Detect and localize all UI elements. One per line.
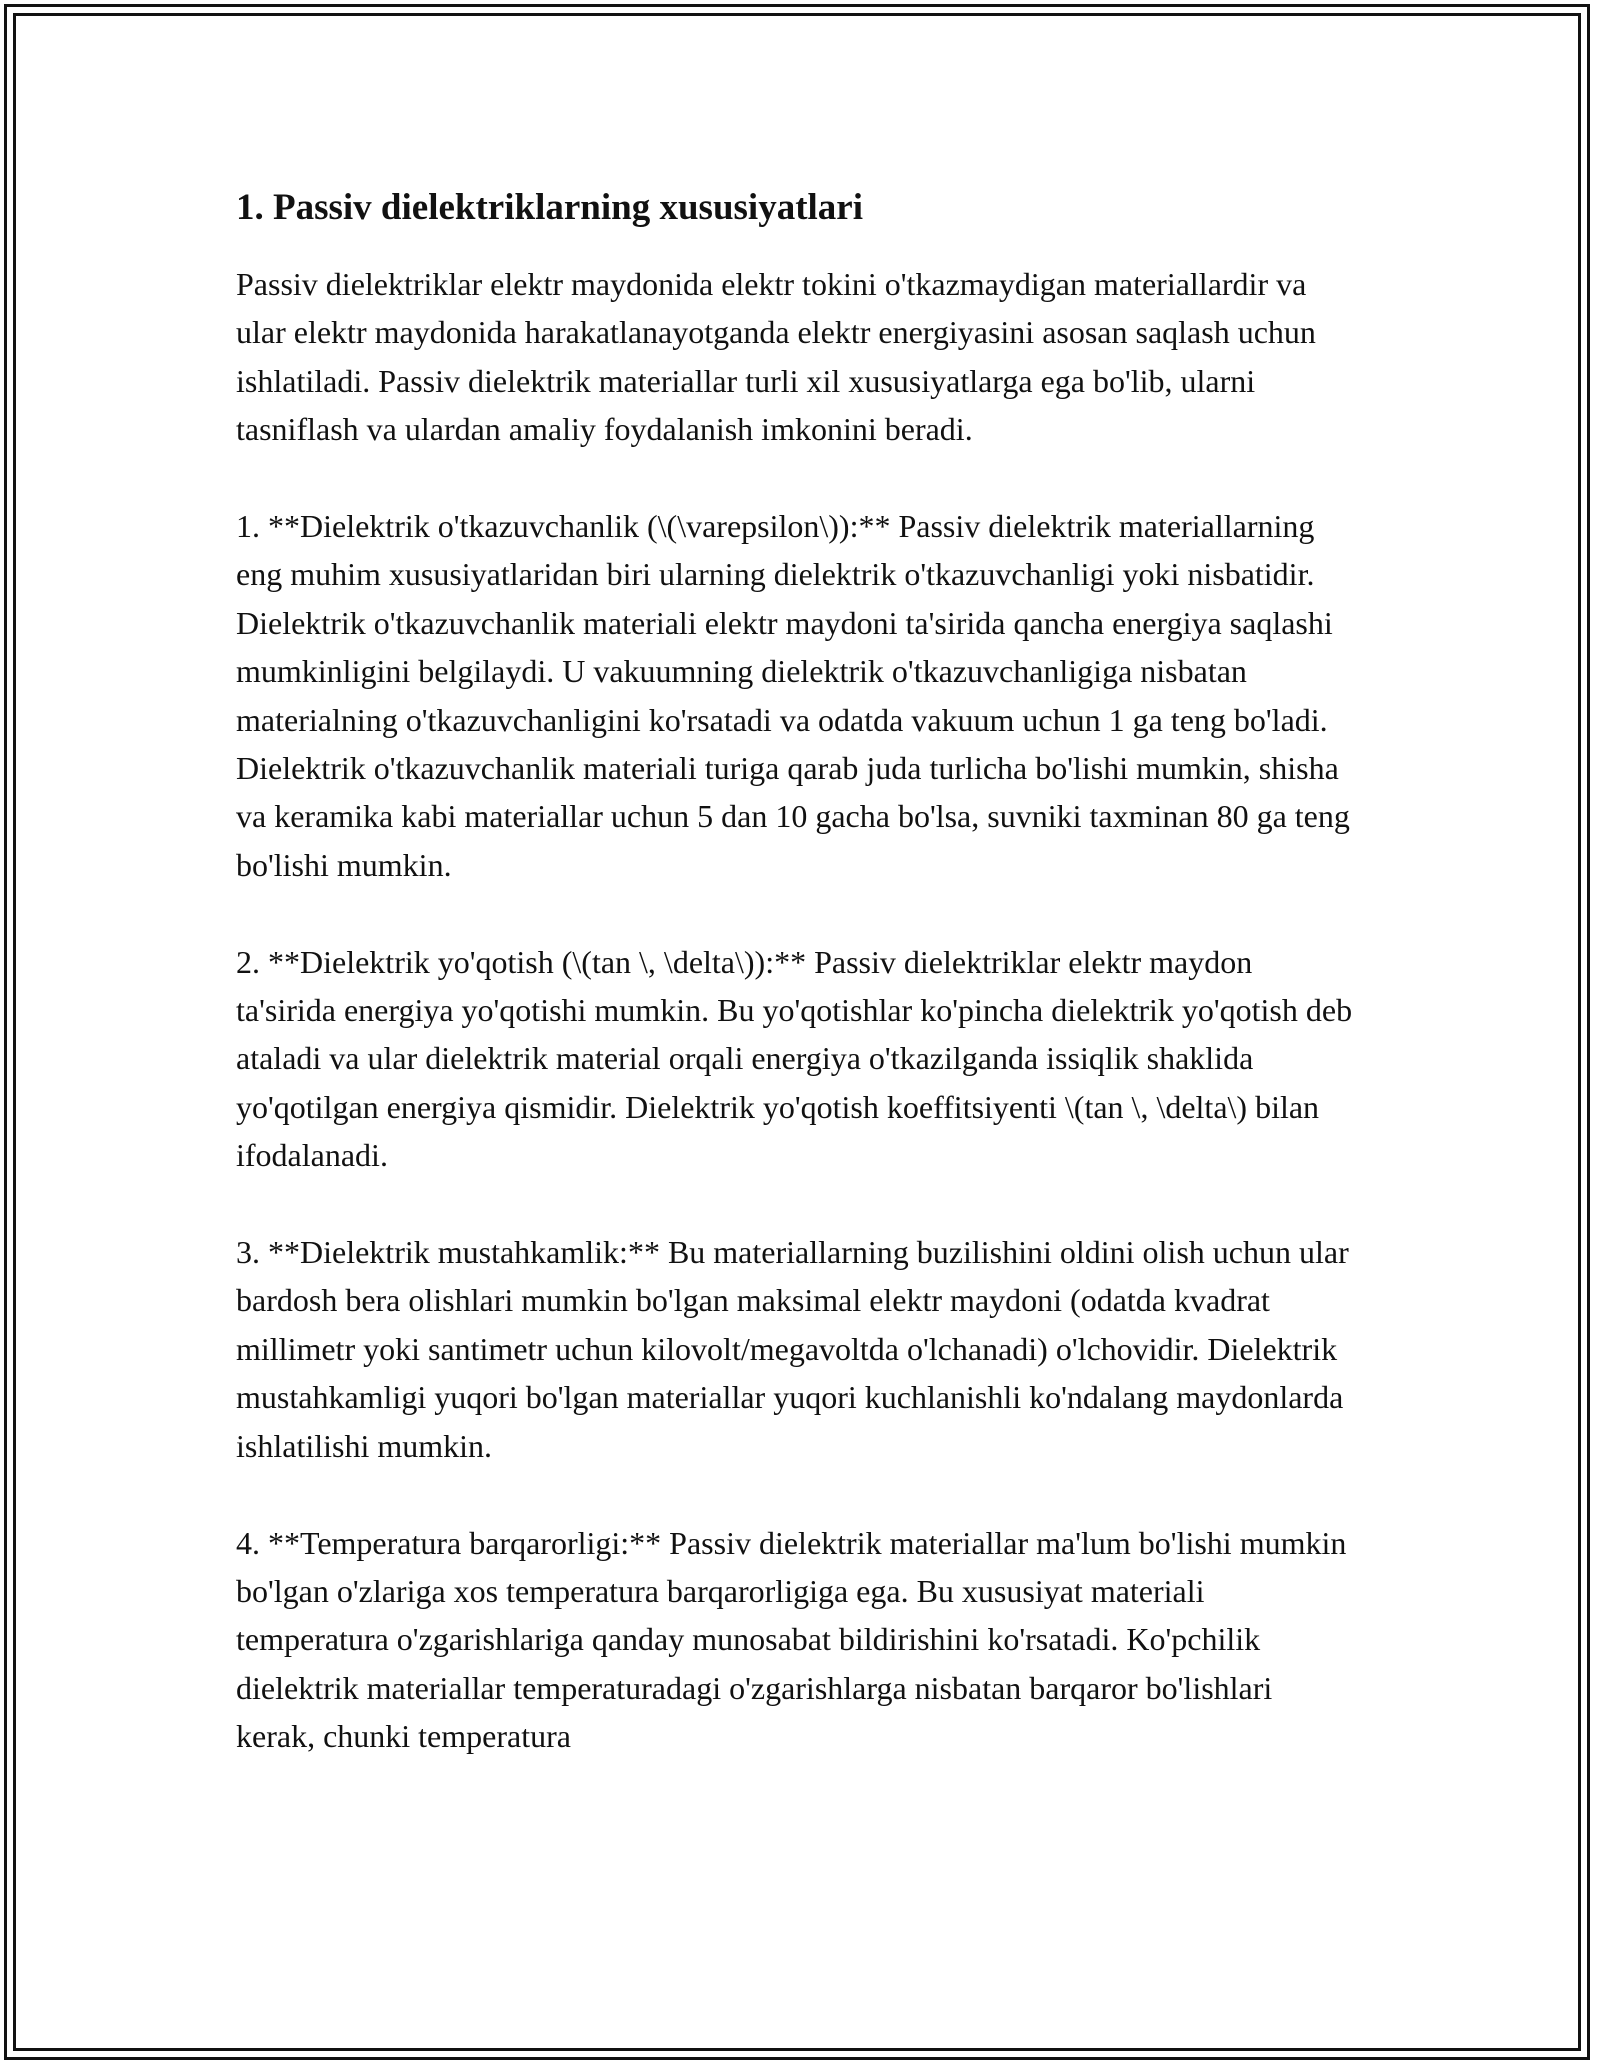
- document-body: [236, 186, 1356, 1809]
- list-item-temperature-stability: 4. **Temperatura barqarorligi:** Passiv dielektrik materiallar ma'lum bo'lishi mumkin bo'lgan o'zlariga xos temperatura barqarorligiga ega. Bu xususiyat materiali temperatura o'zgarishlariga qanday munosabat bildirishini ko'rsatadi. Ko'pchilik dielektrik materiallar temperaturadagi o'zgarishlarga nisbatan barqaror bo'lishlari kerak, chunki temperatura: [236, 1524, 1347, 1755]
- list-item-dielectric-permittivity: 1. **Dielektrik o'tkazuvchanlik (\(\varepsilon\)):** Passiv dielektrik materiallarning eng muhim xususiyatlaridan biri ularning dielektrik o'tkazuvchanligi yoki nisbatidir. Dielektrik o'tkazuvchanlik materiali elektr maydoni ta'sirida qancha energiya saqlashi mumkinligini belgilaydi. U vakuumning dielektrik o'tkazuvchanligiga nisbatan materialning o'tkazuvchanligini ko'rsatadi va odatda vakuum uchun 1 ga teng bo'ladi. Dielektrik o'tkazuvchanlik materiali turiga qarab juda turlicha bo'lishi mumkin, shisha va keramika kabi materiallar uchun 5 dan 10 gacha bo'lsa, suvniki taxminan 80 ga teng bo'lishi mumkin.: [236, 508, 1350, 883]
- list-item-dielectric-loss: 2. **Dielektrik yo'qotish (\(tan \, \delta\)):** Passiv dielektriklar elektr maydon ta'sirida energiya yo'qotishi mumkin. Bu yo'qotishlar ko'pincha dielektrik yo'qotish deb ataladi va ular dielektrik material orqali energiya o'tkazilganda issiqlik shaklida yo'qotilgan energiya qismidir. Dielektrik yo'qotish koeffitsiyenti \(tan \, \delta\) bilan ifodalanadi.: [236, 943, 1353, 1174]
- list-item-dielectric-strength: 3. **Dielektrik mustahkamlik:** Bu materiallarning buzilishini oldini olish uchun ular bardosh bera olishlari mumkin bo'lgan maksimal elektr maydoni (odatda kvadrat millimetr yoki santimetr uchun kilovolt/megavoltda o'lchanadi) o'lchovidir. Dielektrik mustahkamligi yuqori bo'lgan materiallar yuqori kuchlanishli ko'ndalang maydonlarda ishlatilishi mumkin.: [236, 1234, 1349, 1464]
- intro-paragraph: Passiv dielektriklar elektr maydonida elektr tokini o'tkazmaydigan materiallardir va ular elektr maydonida harakatlanayotganda elektr energiyasini asosan saqlash uchun ishlatiladi. Passiv dielektrik materiallar turli xil xususiyatlarga ega bo'lib, ularni tasniflash va ulardan amaliy foydalanish imkonini beradi.: [236, 266, 1316, 448]
- section-title: 1. Passiv dielektriklarning xususiyatlari: [236, 187, 864, 228]
